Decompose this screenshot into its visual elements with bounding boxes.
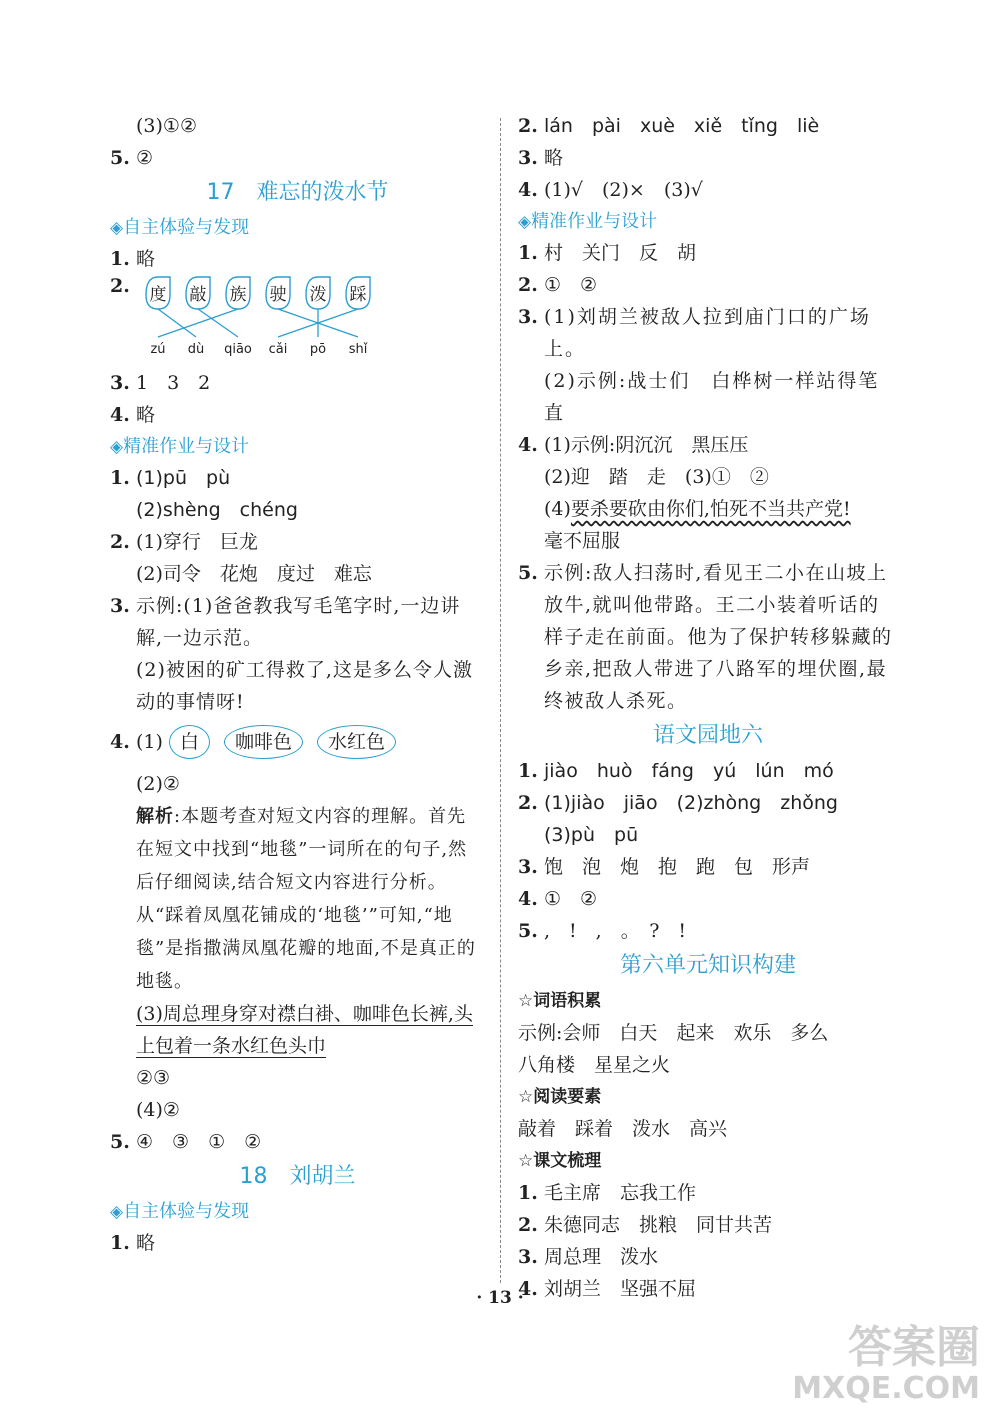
answer-line <box>110 399 485 431</box>
answer-text: (1)√ (2)× (3)√ <box>544 179 703 201</box>
star-icon: ☆ <box>518 1151 534 1171</box>
answer-line: (3)pù pū <box>544 824 639 846</box>
answer-text: 周总理 泼水 <box>544 1246 659 1268</box>
answer-text: (1) <box>136 731 163 753</box>
answer-text: 略 <box>136 248 156 270</box>
diamond-icon: ◈ <box>110 218 124 238</box>
matching-diagram <box>110 275 485 367</box>
answer-line: 毫不屈服 <box>544 530 621 552</box>
answer-line <box>110 243 485 275</box>
subsection-header <box>518 985 898 1017</box>
item-number: 1. <box>110 467 130 489</box>
section-label: 精准作业与设计 <box>123 436 250 457</box>
item-number: 1. <box>518 1182 538 1204</box>
answer-block: (2)被困的矿工得救了,这是多么令人激动的事情呀! <box>136 659 473 713</box>
match-pinyin: cǎi <box>268 342 288 357</box>
answer-text: (1)穿行 巨龙 <box>136 531 258 553</box>
item-number: 2. <box>518 274 538 296</box>
answer-line <box>518 1209 898 1241</box>
item-number: 3. <box>518 306 538 328</box>
answer-text: ① ② <box>544 274 598 296</box>
subsection-header <box>518 1081 898 1113</box>
answer-text: ① ② <box>544 888 598 910</box>
answer-line: (2)shèng chéng <box>136 499 298 521</box>
underlined-answer: (3)周总理身穿对襟白褂、咖啡色长裤,头上包着一条水红色头巾 <box>136 1003 473 1057</box>
subsection-label: 词语积累 <box>533 991 602 1011</box>
answer-line <box>518 174 898 206</box>
item-number: 2. <box>518 115 538 137</box>
answer-text: jiào huò fáng yú lún mó <box>544 760 834 782</box>
section-header <box>110 431 485 462</box>
item-number: 3. <box>518 1246 538 1268</box>
match-char: 泼 <box>309 285 327 305</box>
answer-block <box>110 590 485 654</box>
item-number: 5. <box>518 920 538 942</box>
answer-text: , ! , 。 ? ! <box>544 920 687 942</box>
item-number: 5. <box>518 562 538 584</box>
answer-line: 八角楼 星星之火 <box>518 1054 671 1076</box>
match-char: 敲 <box>189 285 207 305</box>
star-icon: ☆ <box>518 1087 534 1107</box>
answer-block <box>518 557 898 717</box>
lesson-title: 18 刘胡兰 <box>239 1164 356 1189</box>
answer-text: 略 <box>136 404 156 426</box>
answer-line: (3)①② <box>136 115 197 137</box>
answer-text: (4) <box>544 498 571 520</box>
answer-text: 村 关门 反 胡 <box>544 242 697 264</box>
answer-line <box>110 526 485 558</box>
answer-line <box>518 1177 898 1209</box>
subsection-label: 课文梳理 <box>533 1151 602 1171</box>
match-line <box>158 309 196 337</box>
item-number: 4. <box>110 731 130 753</box>
answer-block: (2)示例:战士们 白桦树一样站得笔直 <box>544 370 880 424</box>
match-char: 驶 <box>269 285 287 305</box>
answer-line: ②③ <box>136 1067 171 1089</box>
match-char: 族 <box>229 285 247 305</box>
color-oval: 白 <box>169 725 210 759</box>
item-number: 2. <box>110 275 130 297</box>
item-number: 5. <box>110 1131 130 1153</box>
answer-line <box>518 1241 898 1273</box>
item-number: 2. <box>518 1214 538 1236</box>
diamond-icon: ◈ <box>110 1202 124 1222</box>
item-number: 1. <box>518 760 538 782</box>
answer-text: (1)示例:阴沉沉 黑压压 <box>544 434 749 456</box>
section-header <box>518 206 898 237</box>
page-number: · 13 · <box>476 1288 524 1308</box>
answer-line <box>110 142 485 174</box>
item-number: 2. <box>110 531 130 553</box>
answer-block <box>518 301 898 365</box>
answer-line <box>518 883 898 915</box>
answer-line: (2)司令 花炮 度过 难忘 <box>136 563 372 585</box>
section-title: 第六单元知识构建 <box>619 953 796 978</box>
answer-line <box>518 915 898 947</box>
section-title: 语文园地六 <box>652 723 763 748</box>
item-number: 1. <box>110 1232 130 1254</box>
answer-line <box>110 720 485 764</box>
answer-line <box>518 755 898 787</box>
item-number: 3. <box>518 147 538 169</box>
answer-line <box>518 493 898 525</box>
match-char: 踩 <box>349 285 367 305</box>
diamond-icon: ◈ <box>110 437 124 457</box>
answer-text: 示例:敌人扫荡时,看见王二小在山坡上放牛,就叫他带路。王二小装着听话的样子走在前面。他为了保护转移躲藏的乡亲,把敌人带进了八路军的埋伏圈,最终被敌人杀死。 <box>544 562 893 712</box>
watermark-logo: 答案圈 <box>848 1321 980 1373</box>
section-label: 自主体验与发现 <box>123 1201 250 1222</box>
analysis-label: 解析 <box>136 806 174 827</box>
lesson-title: 17 难忘的泼水节 <box>206 180 389 205</box>
analysis-block <box>110 800 485 998</box>
answer-text: 刘胡兰 坚强不屈 <box>544 1278 697 1300</box>
color-oval: 咖啡色 <box>224 725 303 759</box>
answer-block <box>110 998 485 1062</box>
item-number: 4. <box>518 434 538 456</box>
answer-line: (4)② <box>136 1099 180 1121</box>
left-column <box>110 110 485 1259</box>
watermark <box>792 1321 980 1406</box>
answer-text: lán pài xuè xiě tǐng liè <box>544 115 820 137</box>
answer-text: (1)刘胡兰被敌人拉到庙门口的广场上。 <box>544 306 871 360</box>
subsection-header <box>518 1145 898 1177</box>
answer-text: 略 <box>544 147 564 169</box>
answer-line: (2)② <box>136 773 180 795</box>
answer-text: ④ ③ ① ② <box>136 1131 262 1153</box>
answer-line <box>518 110 898 142</box>
star-icon: ☆ <box>518 991 534 1011</box>
section-header <box>110 1196 485 1227</box>
column-divider <box>500 118 501 1283</box>
answer-line <box>110 1126 485 1158</box>
watermark-url: MXQE.COM <box>792 1371 980 1406</box>
answer-text: 略 <box>136 1232 156 1254</box>
match-line <box>158 309 238 337</box>
answer-text: (1)pū pù <box>136 467 231 489</box>
subsection-label: 阅读要素 <box>533 1087 602 1107</box>
item-number: 4. <box>518 179 538 201</box>
section-header <box>110 212 485 243</box>
item-number: 2. <box>518 792 538 814</box>
item-number: 4. <box>518 1278 538 1300</box>
match-pinyin: zú <box>150 342 166 357</box>
answer-line <box>518 851 898 883</box>
section-label: 自主体验与发现 <box>123 217 250 238</box>
match-pinyin: dù <box>187 342 205 357</box>
answer-text: 示例:(1)爸爸教我写毛笔字时,一边讲解,一边示范。 <box>136 595 461 649</box>
analysis-text: :本题考查对短文内容的理解。首先在短文中找到“地毯”一词所在的句子,然后仔细阅读,结合短文内容进行分析。从“踩着凤凰花铺成的‘地毯’”可知,“地毯”是指撒满凤凰花瓣的地面,不是真正的地毯。 <box>136 806 476 992</box>
answer-text: 朱德同志 挑粮 同甘共苦 <box>544 1214 773 1236</box>
item-number: 4. <box>518 888 538 910</box>
answer-text: 1 3 2 <box>136 372 211 394</box>
item-number: 1. <box>110 248 130 270</box>
match-pinyin: shǐ <box>348 342 368 357</box>
item-number: 5. <box>110 147 130 169</box>
color-oval: 水红色 <box>317 725 396 759</box>
answer-line <box>110 367 485 399</box>
wavy-underlined-answer: 要杀要砍由你们,怕死不当共产党! <box>570 498 851 520</box>
answer-line: (2)迎 踏 走 (3)① ② <box>544 466 769 488</box>
match-line <box>198 309 238 337</box>
answer-line <box>110 462 485 494</box>
answer-line: 敲着 踩着 泼水 高兴 <box>518 1118 728 1140</box>
match-char: 度 <box>149 285 167 305</box>
matching-lines-svg <box>138 275 418 367</box>
answer-line <box>518 429 898 461</box>
answer-line <box>518 269 898 301</box>
item-number: 3. <box>110 372 130 394</box>
section-label: 精准作业与设计 <box>531 211 658 232</box>
answer-text: (1)jiào jiāo (2)zhòng zhǒng <box>544 792 838 814</box>
item-number: 3. <box>518 856 538 878</box>
match-pinyin: pō <box>309 342 327 357</box>
answer-text: 毛主席 忘我工作 <box>544 1182 697 1204</box>
answer-line <box>518 237 898 269</box>
item-number: 3. <box>110 595 130 617</box>
answer-line <box>518 787 898 819</box>
diamond-icon: ◈ <box>518 212 532 232</box>
answer-line <box>110 1227 485 1259</box>
item-number: 4. <box>110 404 130 426</box>
item-number: 1. <box>518 242 538 264</box>
answer-text: ② <box>136 147 154 169</box>
answer-line: 示例:会师 白天 起来 欢乐 多么 <box>518 1022 829 1044</box>
match-pinyin: qiāo <box>224 342 252 357</box>
answer-text: 饱 泡 炮 抱 跑 包 形声 <box>544 856 811 878</box>
answer-line <box>518 142 898 174</box>
right-column <box>518 110 898 1305</box>
